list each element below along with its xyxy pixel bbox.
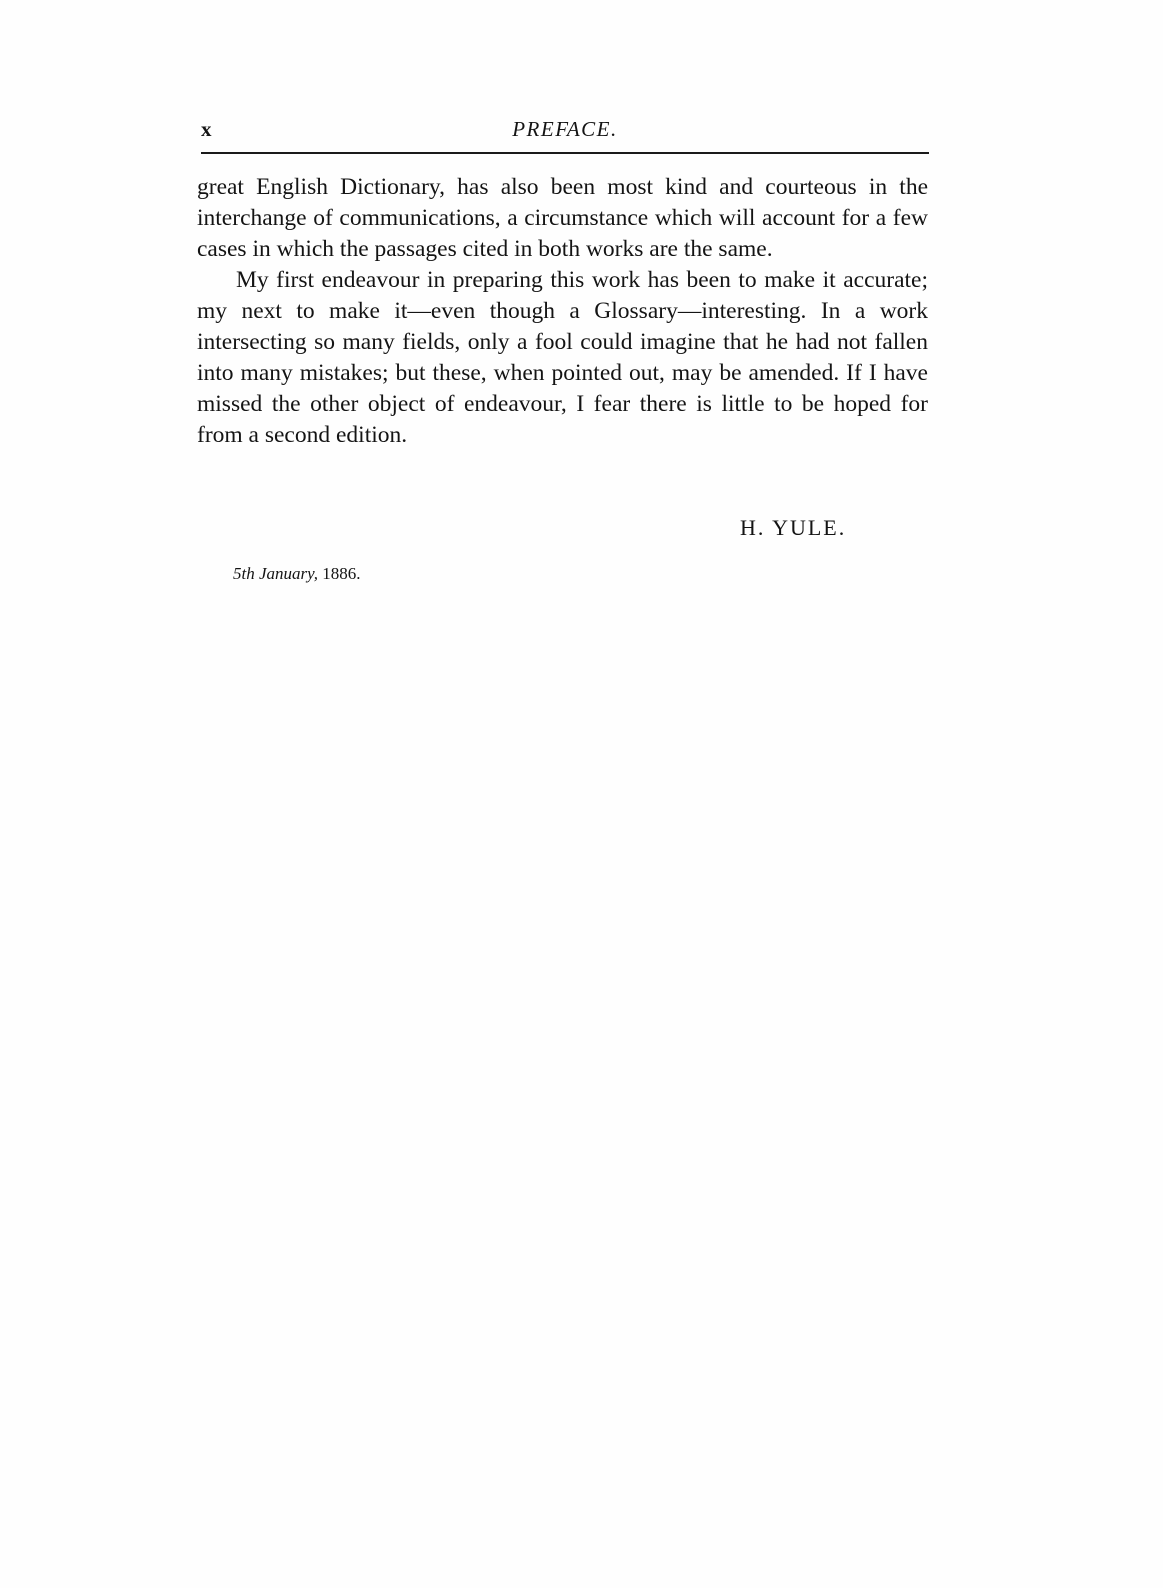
- running-head: [201, 117, 929, 153]
- paragraph-continued: great English Dictionary, has also been most kind and courteous in the interchange of communications, a circumstance which will account for a few cases in which the passages cited in both works are the same.: [197, 174, 928, 262]
- page-number: x: [201, 117, 213, 141]
- author-signature: H. YULE.: [740, 515, 847, 540]
- running-head-title: PREFACE.: [512, 117, 618, 141]
- dateline-year: 1886.: [322, 564, 361, 583]
- dateline: [233, 564, 361, 584]
- dateline-day-month: 5th January,: [233, 564, 318, 583]
- header-rule: [201, 152, 929, 154]
- paragraph-endeavour: My first endeavour in preparing this work has been to make it accurate; my next to make it—even though a Glossary—interesting. In a work intersecting so many fields, only a fool could imagine that he had not fallen into many mistakes; but these, when pointed out, may be amended. If I have missed the other object of endeavour, I fear there is little to be hoped for from a second edition.: [197, 267, 928, 448]
- preface-body: [197, 172, 928, 451]
